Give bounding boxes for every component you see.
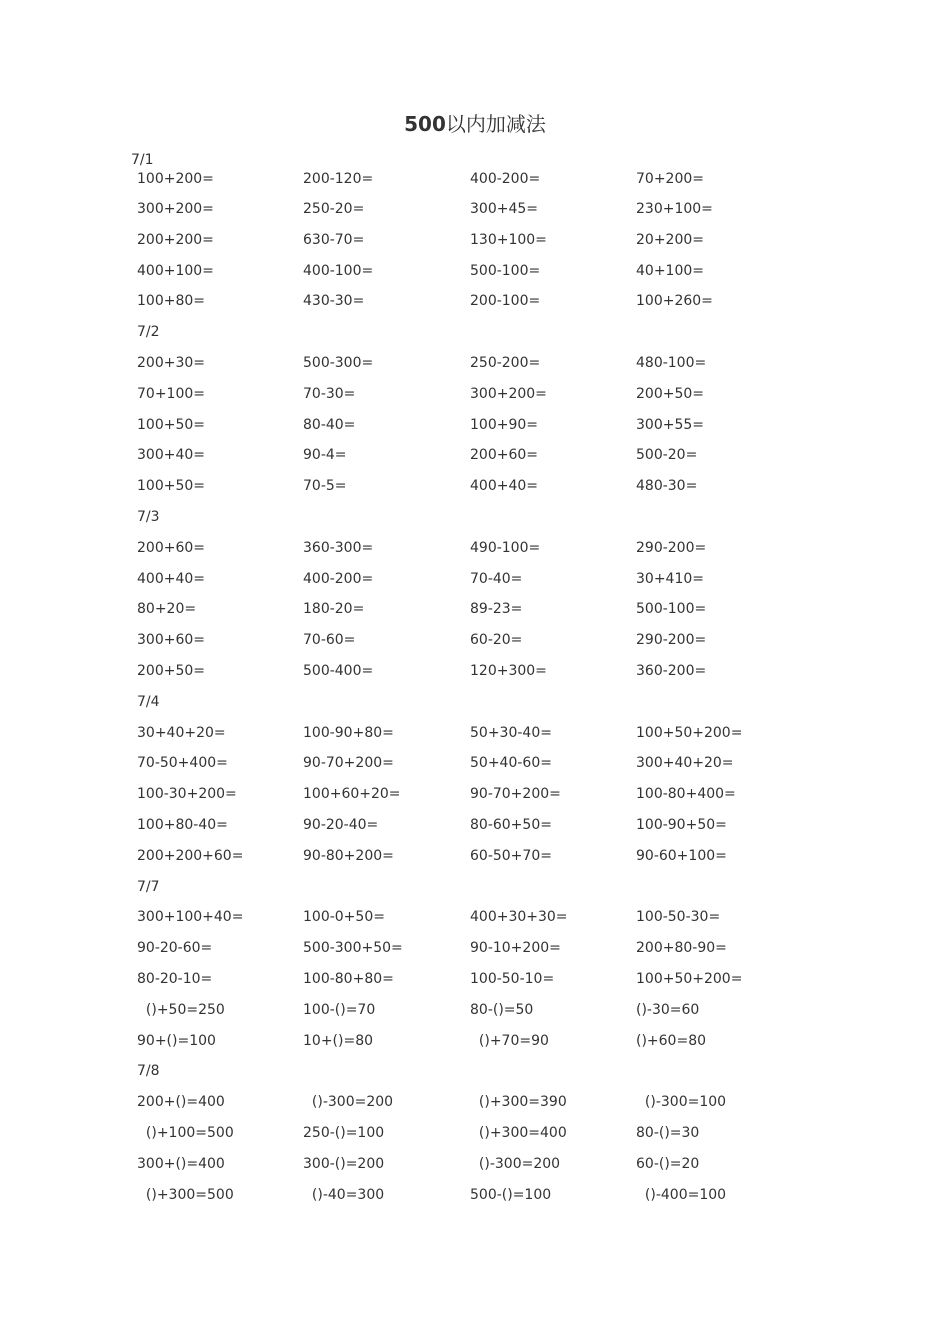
exercise-row <box>0 1121 950 1145</box>
exercise-item: 100-90+50= <box>636 817 727 833</box>
exercise-row <box>0 998 950 1022</box>
exercise-item: 290-200= <box>636 539 707 556</box>
exercise-item: 490-100= <box>470 539 541 556</box>
exercise-row <box>0 443 950 467</box>
title-text: 以内加减法 <box>445 112 546 136</box>
exercise-row <box>0 597 950 621</box>
exercise-item: 300+60= <box>137 632 205 649</box>
exercise-row <box>0 844 950 868</box>
exercise-item: ()+60=80 <box>636 1032 707 1049</box>
exercise-item: 70+200= <box>636 171 704 187</box>
exercise-item: 90-70+200= <box>303 755 394 772</box>
exercise-item: 400-200= <box>303 570 374 587</box>
exercise-row <box>0 289 950 313</box>
exercise-item: 300+40= <box>137 447 205 464</box>
exercise-item: 120+300= <box>470 663 547 679</box>
exercise-item: 60-20= <box>470 632 523 649</box>
exercise-item: ()-300=100 <box>636 1094 727 1111</box>
exercise-item: 250-20= <box>303 201 365 217</box>
exercise-item: 100+80= <box>137 293 205 310</box>
exercise-item: 400+30+30= <box>470 909 568 926</box>
exercise-item: 430-30= <box>303 293 365 310</box>
exercise-item: 230+100= <box>636 201 713 217</box>
exercise-item: 500-20= <box>636 447 698 464</box>
exercise-item: 200+60= <box>137 539 205 556</box>
exercise-item: 400+40= <box>470 478 538 495</box>
exercise-item: 290-200= <box>636 632 707 649</box>
exercise-item: 90-60+100= <box>636 847 727 864</box>
exercise-item: 90-80+200= <box>303 847 394 864</box>
exercise-item: 100-90+80= <box>303 724 394 741</box>
exercise-item: 80+20= <box>137 601 197 618</box>
exercise-item: 200+50= <box>636 385 704 402</box>
exercise-item: 80-60+50= <box>470 817 552 833</box>
exercise-row <box>0 536 950 560</box>
exercise-row <box>0 351 950 375</box>
exercise-item: 500-300+50= <box>303 940 403 957</box>
exercise-item: 300+200= <box>137 201 214 217</box>
exercise-item: ()-300=200 <box>470 1155 561 1172</box>
section-label: 7/7 <box>137 878 160 895</box>
exercise-item: 80-20-10= <box>137 971 213 987</box>
exercise-item: 480-100= <box>636 355 707 371</box>
exercise-item: 80-()=50 <box>470 1001 534 1018</box>
exercise-item: 89-23= <box>470 601 523 618</box>
title-number: 500 <box>404 112 446 136</box>
exercise-item: 500-100= <box>470 262 541 279</box>
exercise-item: 360-300= <box>303 539 374 556</box>
exercise-item: 100-()=70 <box>303 1001 376 1018</box>
exercise-row <box>0 259 950 283</box>
exercise-item: 100+50+200= <box>636 971 743 987</box>
exercise-row <box>0 197 950 221</box>
section-label: 7/4 <box>137 693 160 710</box>
exercise-item: 90-70+200= <box>470 786 561 803</box>
exercise-item: 100+50= <box>137 478 205 495</box>
exercise-row <box>0 474 950 498</box>
exercise-item: 100+260= <box>636 293 713 310</box>
exercise-item: 250-()=100 <box>303 1125 385 1141</box>
exercise-item: 100+50+200= <box>636 724 743 741</box>
exercise-item: 90-20-40= <box>303 817 379 833</box>
exercise-row <box>0 413 950 437</box>
exercise-item: 500-()=100 <box>470 1186 552 1203</box>
exercise-item: 100-0+50= <box>303 909 385 926</box>
exercise-item: 400+100= <box>137 262 214 279</box>
exercise-item: 100-50-30= <box>636 909 721 926</box>
exercise-item: 360-200= <box>636 663 707 679</box>
exercise-item: 300-()=200 <box>303 1155 385 1172</box>
exercise-item: 100-80+80= <box>303 971 394 987</box>
exercise-row <box>0 228 950 252</box>
exercise-item: 60-()=20 <box>636 1155 700 1172</box>
exercise-item: 250-200= <box>470 355 541 371</box>
exercise-row <box>0 1090 950 1114</box>
exercise-item: 300+45= <box>470 201 538 217</box>
exercise-item: ()+300=400 <box>470 1125 567 1141</box>
page-title <box>0 111 950 137</box>
exercise-row <box>0 782 950 806</box>
exercise-item: 180-20= <box>303 601 365 618</box>
exercise-row <box>0 813 950 837</box>
exercise-item: ()-300=200 <box>303 1094 394 1111</box>
exercise-item: ()+100=500 <box>137 1125 234 1141</box>
exercise-item: 80-()=30 <box>636 1125 700 1141</box>
exercise-item: 30+410= <box>636 570 704 587</box>
exercise-item: 200+60= <box>470 447 538 464</box>
exercise-row <box>0 567 950 591</box>
exercise-item: 300+()=400 <box>137 1155 225 1172</box>
exercise-item: 40+100= <box>636 262 704 279</box>
exercise-item: 200+200+60= <box>137 847 244 864</box>
exercise-row <box>0 936 950 960</box>
exercise-item: 200+80-90= <box>636 940 727 957</box>
exercise-item: 100-80+400= <box>636 786 736 803</box>
exercise-row <box>0 1152 950 1176</box>
exercise-row <box>0 751 950 775</box>
section-label: 7/2 <box>137 324 160 341</box>
exercise-item: 200-100= <box>470 293 541 310</box>
exercise-row <box>0 659 950 683</box>
exercise-row <box>0 1183 950 1207</box>
exercise-item: 200+()=400 <box>137 1094 225 1111</box>
exercise-row <box>0 167 950 191</box>
section-label: 7/8 <box>137 1063 160 1080</box>
exercise-item: ()-40=300 <box>303 1186 385 1203</box>
exercise-item: 100-50-10= <box>470 971 555 987</box>
exercise-item: 90-20-60= <box>137 940 213 957</box>
exercise-row <box>0 382 950 406</box>
exercise-item: 100-30+200= <box>137 786 237 803</box>
exercise-row <box>0 1029 950 1053</box>
exercise-item: 100+60+20= <box>303 786 401 803</box>
exercise-item: 300+40+20= <box>636 755 734 772</box>
exercise-item: 100+90= <box>470 416 538 433</box>
exercise-item: 400-200= <box>470 171 541 187</box>
exercise-item: 70-30= <box>303 385 356 402</box>
exercise-item: 70-40= <box>470 570 523 587</box>
exercise-item: 20+200= <box>636 231 704 248</box>
exercise-item: 200+50= <box>137 663 205 679</box>
exercise-item: 100+50= <box>137 416 205 433</box>
exercise-item: 70-5= <box>303 478 347 495</box>
exercise-item: ()-400=100 <box>636 1186 727 1203</box>
exercise-item: 480-30= <box>636 478 698 495</box>
exercise-item: 80-40= <box>303 416 356 433</box>
exercise-item: 130+100= <box>470 231 547 248</box>
exercise-item: 200-120= <box>303 171 374 187</box>
exercise-item: 630-70= <box>303 231 365 248</box>
exercise-row <box>0 721 950 745</box>
exercise-item: 500-100= <box>636 601 707 618</box>
exercise-item: 10+()=80 <box>303 1032 374 1049</box>
section-label: 7/1 <box>131 152 154 168</box>
exercise-item: 90-10+200= <box>470 940 561 957</box>
exercise-item: 100+200= <box>137 171 214 187</box>
exercise-item: 90+()=100 <box>137 1032 216 1049</box>
exercise-item: 50+40-60= <box>470 755 552 772</box>
exercise-item: 70-60= <box>303 632 356 649</box>
exercise-row <box>0 905 950 929</box>
exercise-item: 30+40+20= <box>137 724 226 741</box>
exercise-item: 400-100= <box>303 262 374 279</box>
exercise-item: 500-300= <box>303 355 374 371</box>
exercise-item: 200+200= <box>137 231 214 248</box>
exercise-item: ()+50=250 <box>137 1001 225 1018</box>
exercise-item: 500-400= <box>303 663 374 679</box>
exercise-row <box>0 628 950 652</box>
exercise-item: 300+55= <box>636 416 704 433</box>
exercise-item: ()+300=390 <box>470 1094 567 1111</box>
exercise-item: 70-50+400= <box>137 755 228 772</box>
exercise-item: 60-50+70= <box>470 847 552 864</box>
exercise-row <box>0 967 950 991</box>
exercise-item: 100+80-40= <box>137 817 228 833</box>
exercise-item: 200+30= <box>137 355 205 371</box>
exercise-item: ()+300=500 <box>137 1186 234 1203</box>
exercise-item: ()-30=60 <box>636 1001 700 1018</box>
exercise-item: 300+100+40= <box>137 909 244 926</box>
section-label: 7/3 <box>137 509 160 525</box>
exercise-item: 90-4= <box>303 447 347 464</box>
exercise-item: 50+30-40= <box>470 724 552 741</box>
exercise-item: 300+200= <box>470 385 547 402</box>
exercise-item: 70+100= <box>137 385 205 402</box>
exercise-item: 400+40= <box>137 570 205 587</box>
exercise-item: ()+70=90 <box>470 1032 549 1049</box>
